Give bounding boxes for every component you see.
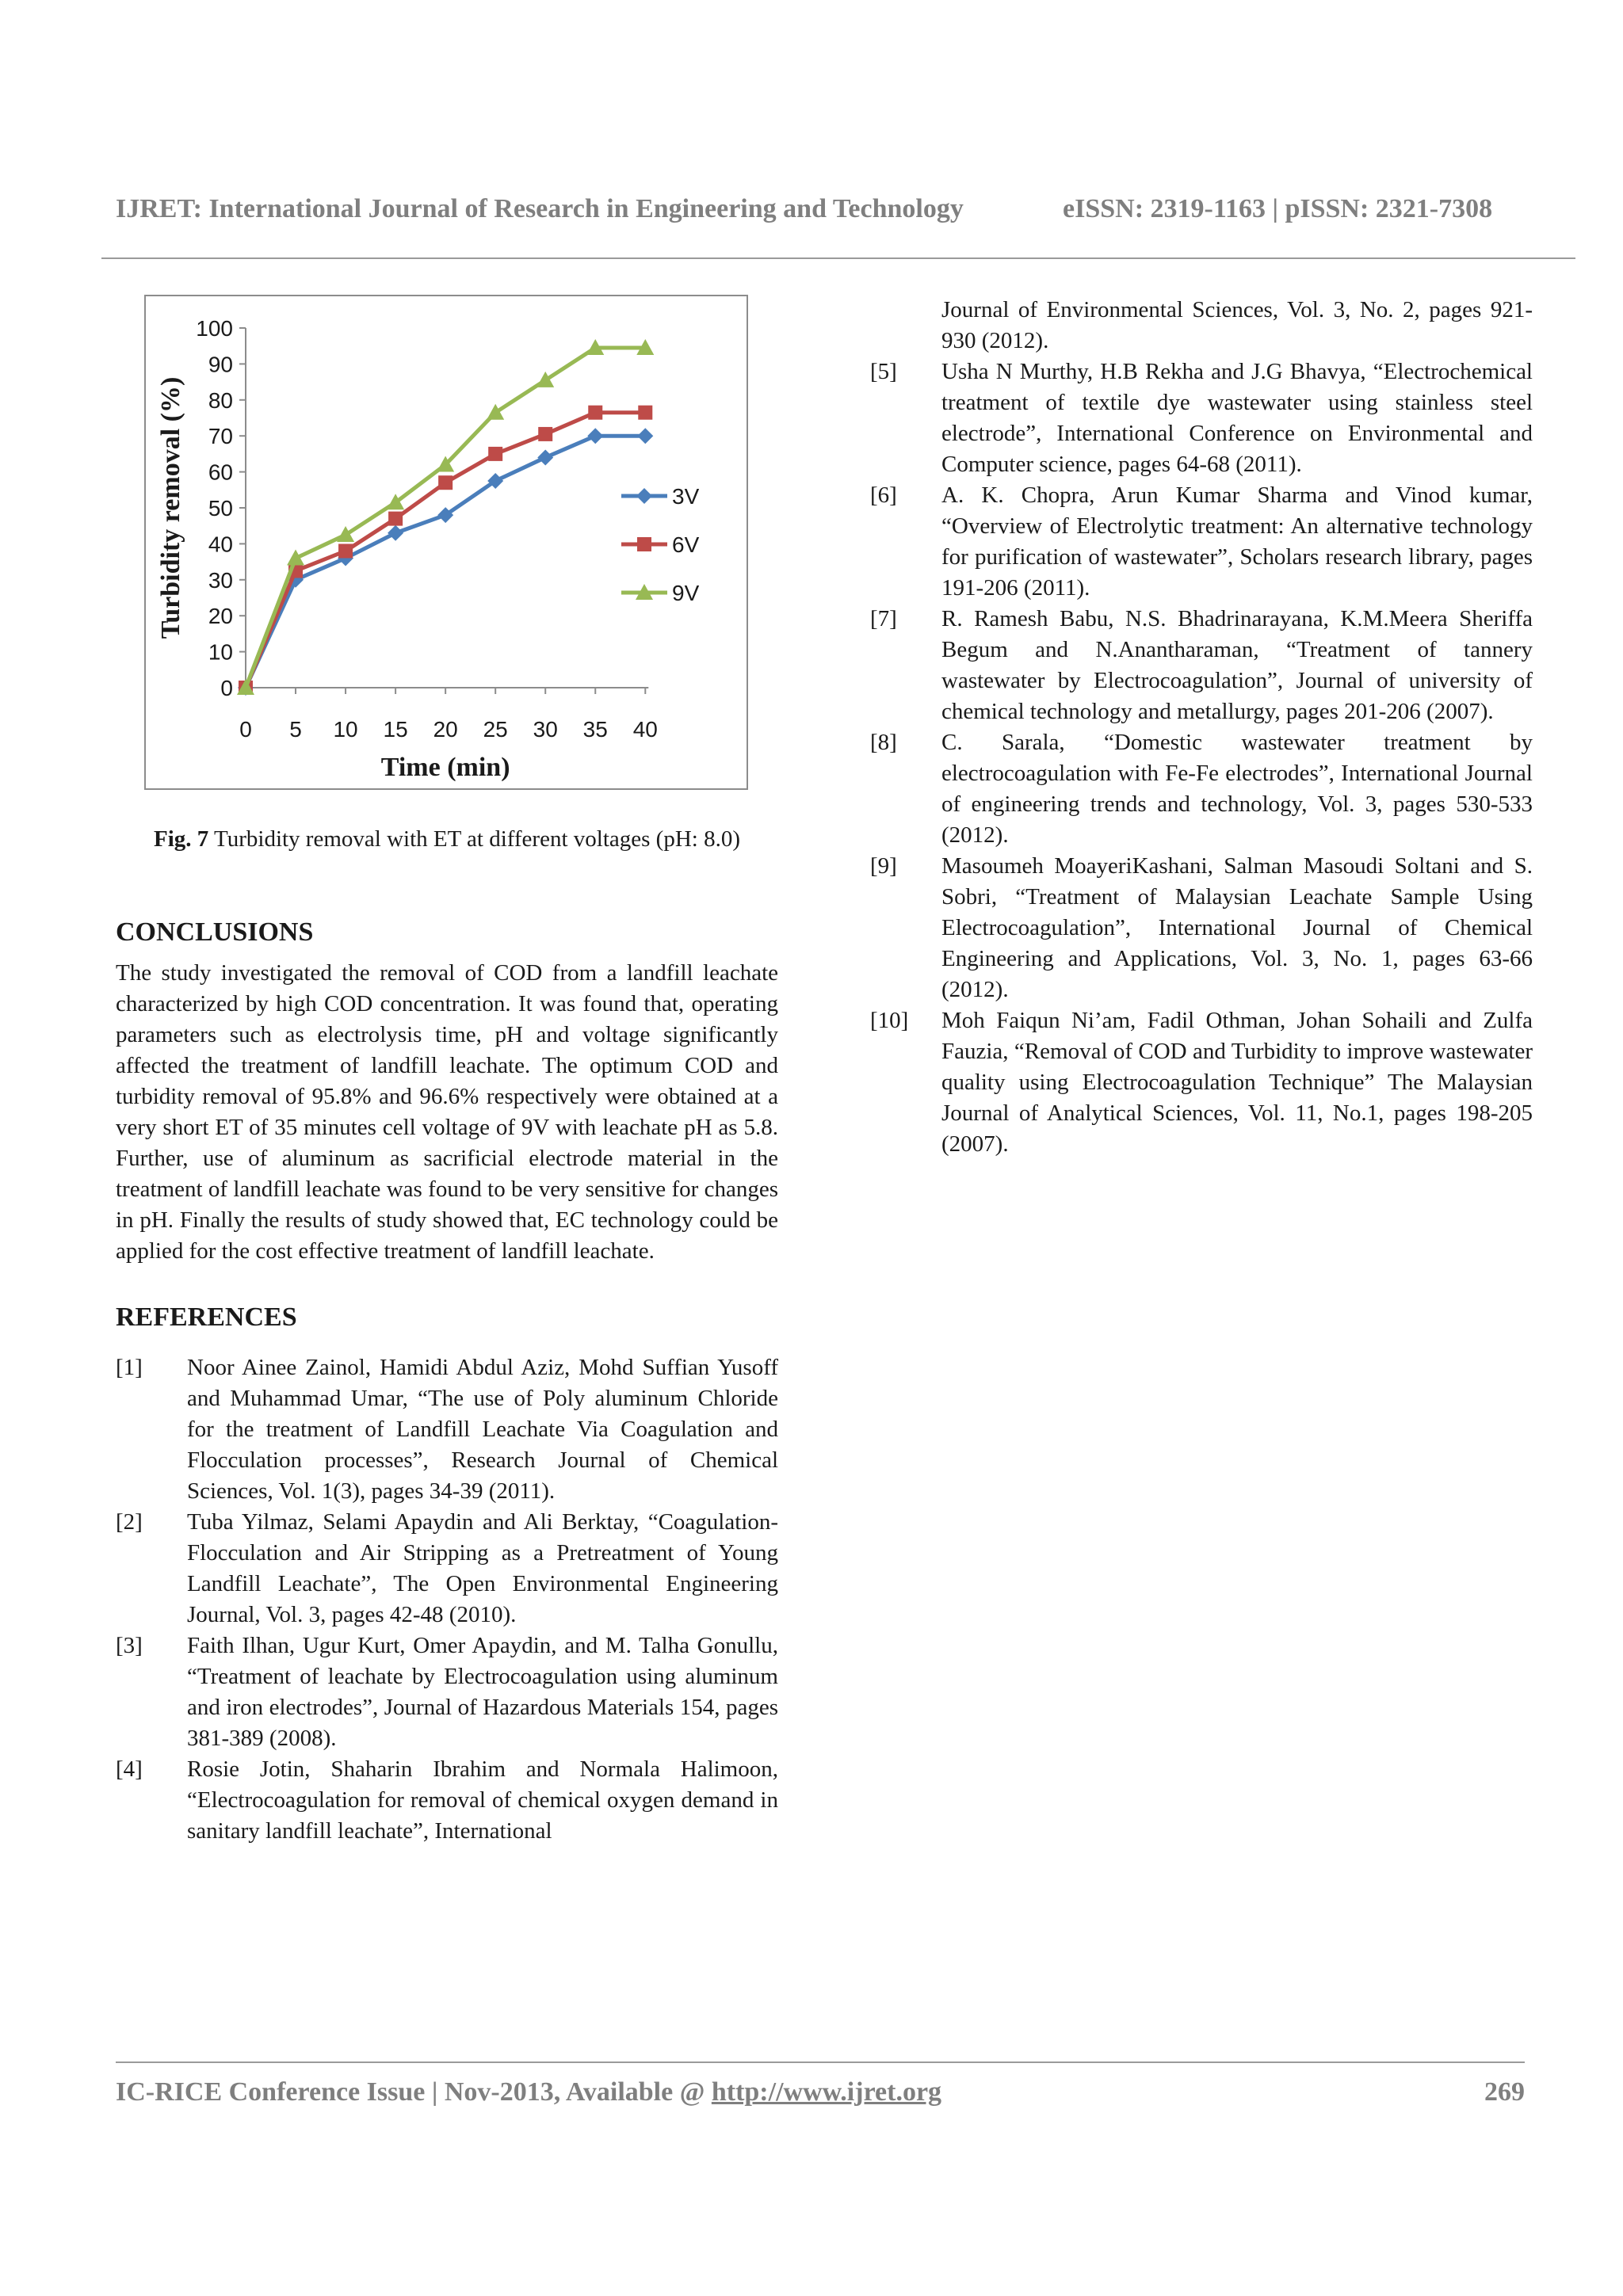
y-tick-label: 90 (208, 352, 233, 377)
x-tick-label: 20 (433, 717, 458, 742)
data-point-3V (587, 428, 603, 444)
chart-svg (146, 296, 747, 788)
reference-number: [9] (870, 853, 897, 879)
running-header (116, 194, 1542, 224)
data-point-9V (537, 372, 554, 387)
data-point-6V (588, 406, 602, 420)
journal-title: IJRET: International Journal of Research in Engineering and Technology (116, 194, 964, 223)
left-column (116, 915, 778, 1847)
reference-item (116, 1507, 778, 1630)
footer-link[interactable]: http://www.ijret.org (711, 2077, 942, 2107)
data-point-9V (337, 526, 354, 542)
references-list-left (116, 1352, 778, 1847)
reference-number: [2] (116, 1509, 143, 1535)
reference-number: [5] (870, 359, 897, 384)
x-axis-label: Time (min) (380, 753, 510, 782)
legend-marker-3V (636, 488, 652, 504)
right-column (870, 295, 1533, 1160)
data-point-6V (338, 543, 353, 558)
reference-continuation-text: Journal of Environmental Sciences, Vol. 3, No. 2, pages 921-930 (2012). (941, 297, 1533, 353)
legend-label-6V: 6V (672, 532, 700, 557)
reference-item (870, 480, 1533, 604)
figure-label: Fig. 7 (154, 826, 209, 852)
y-tick-label: 50 (208, 496, 233, 521)
conclusions-heading: CONCLUSIONS (116, 917, 314, 947)
issn-info: eISSN: 2319-1163 | pISSN: 2321-7308 (1063, 194, 1493, 223)
reference-text: Moh Faiqun Ni’am, Fadil Othman, Johan Sohaili and Zulfa Fauzia, “Removal of COD and Turbidity to improve wastewater quality using Electrocoagulation Technique” The Malaysian Journal of Analytical Sciences, Vol. 11, No.1, pages 198-205 (2007). (941, 1008, 1533, 1157)
reference-item (870, 357, 1533, 480)
data-point-6V (538, 427, 552, 441)
data-point-3V (637, 428, 653, 444)
y-tick-label: 20 (208, 604, 233, 629)
data-point-6V (488, 447, 502, 461)
reference-item (116, 1754, 778, 1847)
x-tick-label: 25 (483, 717, 508, 742)
series-line-3V (246, 436, 645, 688)
x-tick-label: 30 (533, 717, 558, 742)
x-tick-label: 40 (632, 717, 658, 742)
reference-text: Usha N Murthy, H.B Rekha and J.G Bhavya, “Electrochemical treatment of textile dye wastewater using stainless steel electrode”, International Conference on Environmental and Computer science, pages 64-68 (2011). (941, 359, 1533, 477)
reference-number: [8] (870, 730, 897, 755)
legend-marker-6V (637, 537, 651, 551)
reference-number: [3] (116, 1633, 143, 1658)
x-tick-label: 10 (333, 717, 358, 742)
reference-number: [1] (116, 1355, 143, 1380)
figure-caption (116, 824, 778, 855)
figure-caption-text: Turbidity removal with ET at different voltages (pH: 8.0) (214, 826, 740, 852)
reference-text: Noor Ainee Zainol, Hamidi Abdul Aziz, Mohd Suffian Yusoff and Muhammad Umar, “The use of Poly aluminum Chloride for the treatment of Landfill Leachate Via Coagulation and Flocculation processes”, Research Journal of Chemical Sciences, Vol. 1(3), pages 34-39 (2011). (187, 1355, 778, 1504)
turbidity-chart (144, 295, 748, 790)
y-tick-label: 40 (208, 532, 233, 557)
x-tick-label: 35 (582, 717, 608, 742)
y-tick-label: 30 (208, 567, 233, 593)
conclusions-text: The study investigated the removal of COD from a landfill leachate characterized by high COD concentration. It was found that, operating parameters such as electrolysis time, pH and voltage significantly affected the treatment of landfill leachate. The optimum COD and turbidity removal of 95.8% and 96.6% respectively were obtained at a very short ET of 35 minutes cell voltage of 9V with leachate pH as 5.8. Further, use of aluminum as sacrificial electrode material in the treatment of landfill leachate was found to be very sensitive for changes in pH. Finally the results of study showed that, EC technology could be applied for the cost effective treatment of landfill leachate. (116, 960, 778, 1264)
page-number: 269 (1484, 2077, 1525, 2107)
y-tick-label: 100 (196, 316, 233, 341)
reference-number: [7] (870, 606, 897, 631)
reference-number: [6] (870, 482, 897, 508)
reference-item (870, 1005, 1533, 1160)
data-point-6V (638, 406, 652, 420)
reference-number: [4] (116, 1756, 143, 1782)
data-point-6V (438, 475, 453, 490)
y-axis-label: Turbidity removal (%) (156, 376, 185, 639)
reference-item (870, 851, 1533, 1005)
x-tick-label: 0 (239, 717, 252, 742)
x-tick-label: 5 (289, 717, 302, 742)
header-rule (101, 257, 1575, 259)
reference-text: R. Ramesh Babu, N.S. Bhadrinarayana, K.M.Meera Sheriffa Begum and N.Anantharaman, “Treatment of tannery wastewater by Electrocoagulation”, Journal of university of chemical technology and metallurgy, pages 201-206 (2007). (941, 606, 1533, 724)
reference-text: Faith Ilhan, Ugur Kurt, Omer Apaydin, and M. Talha Gonullu, “Treatment of leachate by Electrocoagulation using aluminum and iron electrodes”, Journal of Hazardous Materials 154, pages 381-389 (2008). (187, 1633, 778, 1751)
y-tick-label: 60 (208, 460, 233, 485)
references-list-right (870, 357, 1533, 1160)
reference-text: Tuba Yilmaz, Selami Apaydin and Ali Berktay, “Coagulation-Flocculation and Air Stripping as a Pretreatment of Young Landfill Leachate”, The Open Environmental Engineering Journal, Vol. 3, pages 42-48 (2010). (187, 1509, 778, 1627)
reference-number: [10] (870, 1008, 909, 1033)
reference-text: A. K. Chopra, Arun Kumar Sharma and Vinod kumar, “Overview of Electrolytic treatment: An alternative technology for purification of wastewater”, Scholars research library, pages 191-206 (2011). (941, 482, 1533, 601)
reference-item (116, 1352, 778, 1507)
legend-label-3V: 3V (672, 484, 700, 509)
data-point-6V (388, 512, 403, 526)
reference-text: Masoumeh MoayeriKashani, Salman Masoudi Soltani and S. Sobri, “Treatment of Malaysian Leachate Sample Using Electrocoagulation”, International Journal of Chemical Engineering and Applications, Vol. 3, No. 1, pages 63-66 (2012). (941, 853, 1533, 1002)
reference-text: C. Sarala, “Domestic wastewater treatment by electrocoagulation with Fe-Fe electrodes”, International Journal of engineering trends and technology, Vol. 3, pages 530-533 (2012). (941, 730, 1533, 848)
reference-item (116, 1630, 778, 1754)
running-footer (116, 2077, 1525, 2107)
reference-item (870, 604, 1533, 727)
footer-rule (116, 2061, 1525, 2063)
reference-continuation (870, 295, 1533, 357)
reference-item (870, 727, 1533, 851)
y-tick-label: 70 (208, 424, 233, 449)
data-point-9V (487, 404, 504, 420)
reference-text: Rosie Jotin, Shaharin Ibrahim and Normala Halimoon, “Electrocoagulation for removal of chemical oxygen demand in sanitary landfill leachate”, International (187, 1756, 778, 1844)
y-tick-label: 80 (208, 387, 233, 413)
footer-text: IC-RICE Conference Issue | Nov-2013, Available @ (116, 2077, 712, 2107)
legend-label-9V: 9V (672, 581, 700, 605)
data-point-3V (537, 449, 553, 465)
series-line-6V (246, 413, 645, 688)
y-tick-label: 10 (208, 639, 233, 665)
y-tick-label: 0 (220, 676, 233, 700)
x-tick-label: 15 (383, 717, 408, 742)
data-point-3V (388, 525, 403, 541)
references-heading: REFERENCES (116, 1302, 297, 1332)
